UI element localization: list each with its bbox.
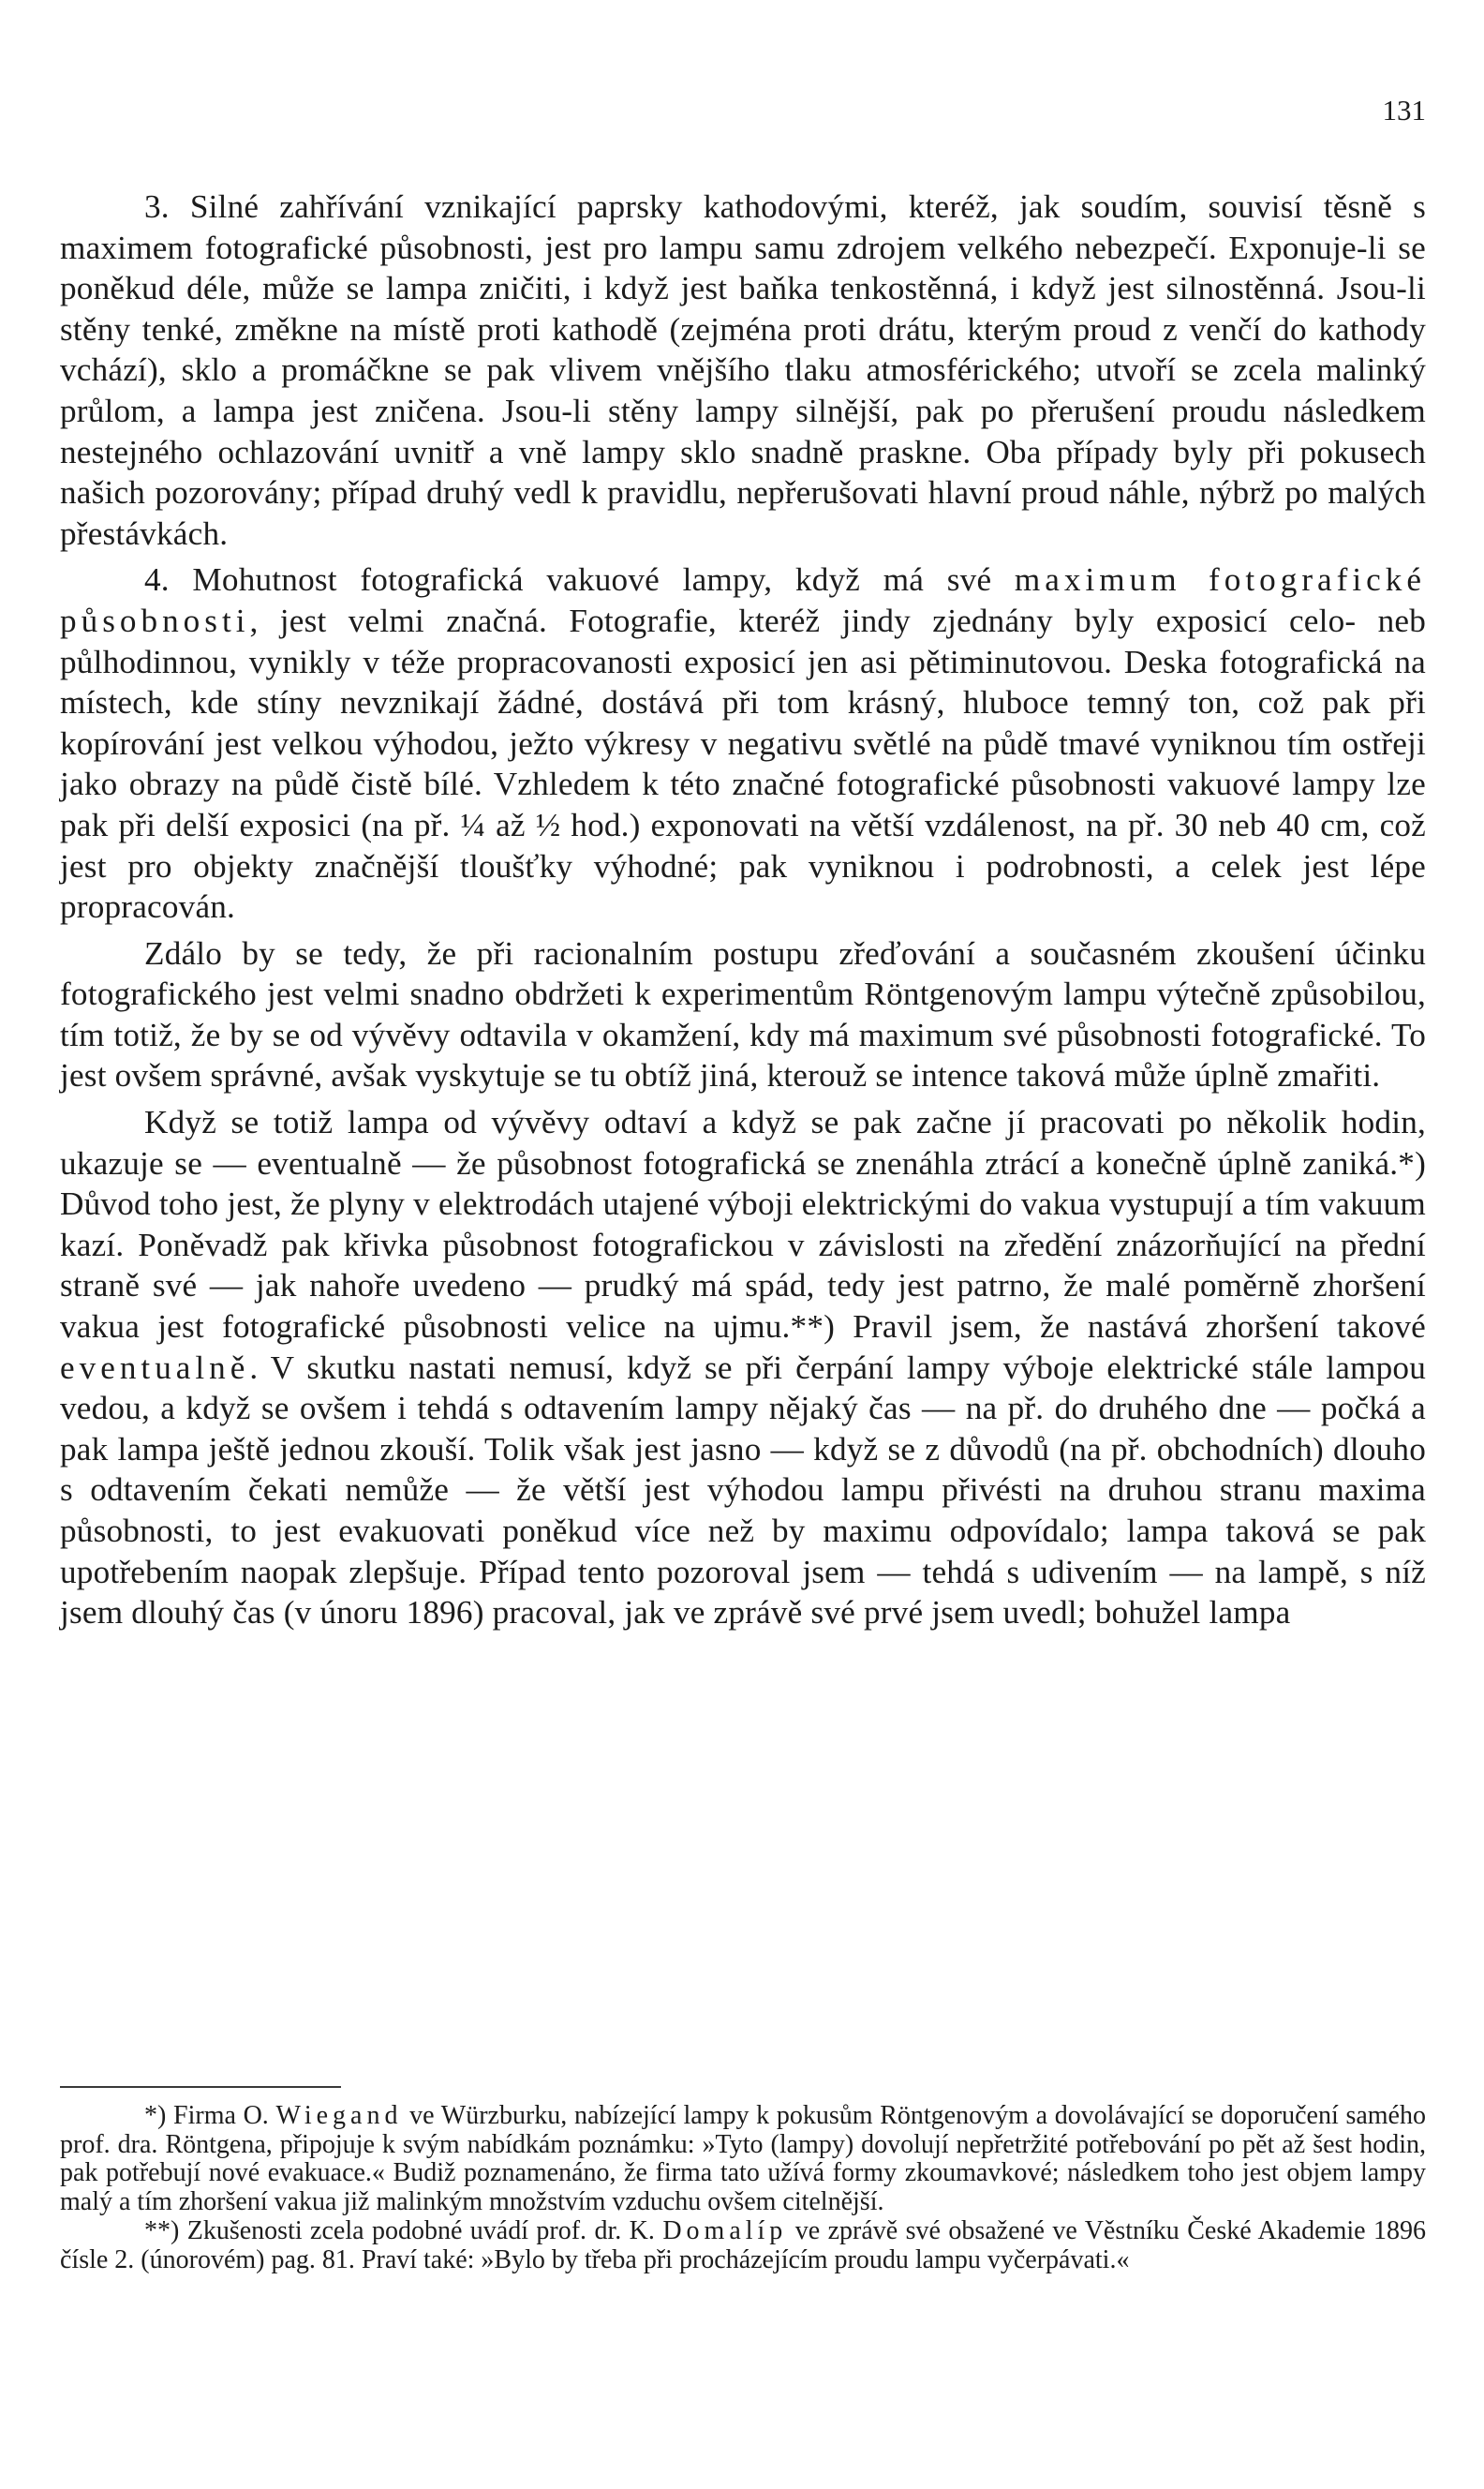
paragraph-4-spaced-phrase: maximum fotografické působnosti — [60, 561, 1426, 639]
page-number: 131 — [1382, 94, 1426, 127]
footnote-1-text-start: *) Firma O. — [144, 2101, 276, 2130]
footnote-1 — [60, 2102, 1426, 2217]
footnotes — [60, 2102, 1426, 2274]
paragraph-4-text-start: 4. Mohutnost fotografická vakuové lampy, když má své — [144, 561, 1015, 599]
paragraph-4-text-end: , jest velmi značná. Fotografie, kteréž jindy zjednány byly exposicí celo- neb půlhodinnou, vynikly v téže propracovanosti exposicí jen asi pětiminutovou. Deska fotografická na místech, kde stíny nevznikají žádné, dostává při tom krásný, hluboce temný ton, což pak při kopírování jest velkou výhodou, ježto výkresy v negativu světlé na půdě tmavé vyniknou tím ostřeji jako obrazy na půdě čistě bílé. Vzhledem k této značné fotografické působnosti vakuové lampy lze pak při delší exposici (na př. ¼ až ½ hod.) exponovati na větší vzdálenost, na př. 30 neb 40 cm, což jest pro objekty značnější tloušťky výhodné; pak vyniknou i podrobnosti, a celek jest lépe propracován. — [60, 602, 1426, 926]
paragraph-4 — [60, 559, 1426, 927]
footnote-2-spaced-name: Domalíp — [662, 2215, 788, 2245]
paragraph-zdalo — [60, 933, 1426, 1096]
paragraph-3-text: 3. Silné zahřívání vznikající paprsky kathodovými, kteréž, jak soudím, souvisí těsně s maximem fotografické působnosti, jest pro lampu samu zdrojem velkého nebezpečí. Exponuje-li se poněkud déle, může se lampa zničiti, i když jest baňka tenkostěnná, i když jest silnostěnná. Jsou-li stěny tenké, změkne na místě proti kathodě (zejména proti drátu, kterým proud z venčí do kathody vchází), sklo a promáčkne se pak vlivem vnějšího tlaku atmosférického; utvoří se zcela malinký průlom, a lampa jest zničena. Jsou-li stěny lampy silnější, pak po přerušení proudu následkem nestejného ochlazování uvnitř a vně lampy sklo snadně praskne. Oba případy byly při pokusech našich pozorovány; případ druhý vedl k pravidlu, nepřerušovati hlavní proud náhle, nýbrž po malých přestávkách. — [60, 188, 1426, 552]
footnote-2-text-start: **) Zkušenosti zcela podobné uvádí prof. dr. K. — [144, 2215, 663, 2245]
paragraph-kdyz-spaced-word: eventualně — [60, 1349, 250, 1386]
paragraph-kdyz-text-end: . V skutku nastati nemusí, když se při čerpání lampy výboje elektrické stále lampou vedou, a když se ovšem i tehdá s odtavením lampy nějaký čas — na př. do druhého dne — počká a pak lampa ještě jednou zkouší. Tolik však jest jasno — když se z důvodů (na př. obchodních) dlouho s odtavením čekati nemůže — že větší jest výhodou lampu přivésti na druhou stranu maxima působnosti, to jest evakuovati poněkud více než by maximu odpovídalo; lampa taková se pak upotřebením naopak zlepšuje. Případ tento pozoroval jsem — tehdá s udivením — na lampě, s níž jsem dlouhý čas (v únoru 1896) pracoval, jak ve zprávě své prvé jsem uvedl; bohužel lampa — [60, 1349, 1426, 1632]
paragraph-3 — [60, 186, 1426, 554]
footnote-1-text-end: ve Würzburku, nabízející lampy k pokusům Röntgenovým a dovolávající se doporučení samého prof. dra. Röntgena, připojuje k svým nabídkám poznámku: »Tyto (lampy) dovolují nepřetržité potřebování po pět až šest hodin, pak potřebují nové evakuace.« Budiž poznamenáno, že firma tato užívá formy zkoumavkové; následkem toho jest objem lampy malý a tím zhoršení vakua již malinkým množstvím vzduchu ovšem citelnější. — [60, 2101, 1426, 2217]
body-text — [60, 186, 1426, 1639]
footnote-1-spaced-name: Wiegand — [275, 2101, 403, 2130]
paragraph-zdalo-text: Zdálo by se tedy, že při racionalním postupu zřeďování a současném zkoušení účinku fotografického jest velmi snadno obdržeti k experimentům Röntgenovým lampu výtečně způsobilou, tím totiž, že by se od vývěvy odtavila v okamžení, kdy má maximum své působnosti fotografické. To jest ovšem správné, avšak vyskytuje se tu obtíž jiná, kterouž se intence taková může úplně zmařiti. — [60, 934, 1426, 1095]
footnote-divider — [60, 2086, 341, 2088]
footnote-2 — [60, 2217, 1426, 2274]
footnote-2-text-end: ve zprávě své obsažené ve Věstníku České Akademie 1896 čísle 2. (únorovém) pag. 81. Praví také: »Bylo by třeba při procházejícím proudu lampu vyčerpávati.« — [60, 2215, 1426, 2274]
paragraph-kdyz — [60, 1102, 1426, 1633]
paragraph-kdyz-text-start: Když se totiž lampa od vývěvy odtaví a když se pak začne jí pracovati po několik hodin, ukazuje se — eventualně — že působnost fotografická se znenáhla ztrácí a konečně úplně zaniká.*) Důvod toho jest, že plyny v elektrodách utajené výboji elektrickými do vakua vystupují a tím vakuum kazí. Poněvadž pak křivka působnost fotografickou v závislosti na zředění znázorňující na přední straně své — jak nahoře uvedeno — prudký má spád, tedy jest patrno, že malé poměrně zhoršení vakua jest fotografické působnosti velice na ujmu.**) Pravil jsem, že nastává zhoršení takové — [60, 1104, 1426, 1346]
